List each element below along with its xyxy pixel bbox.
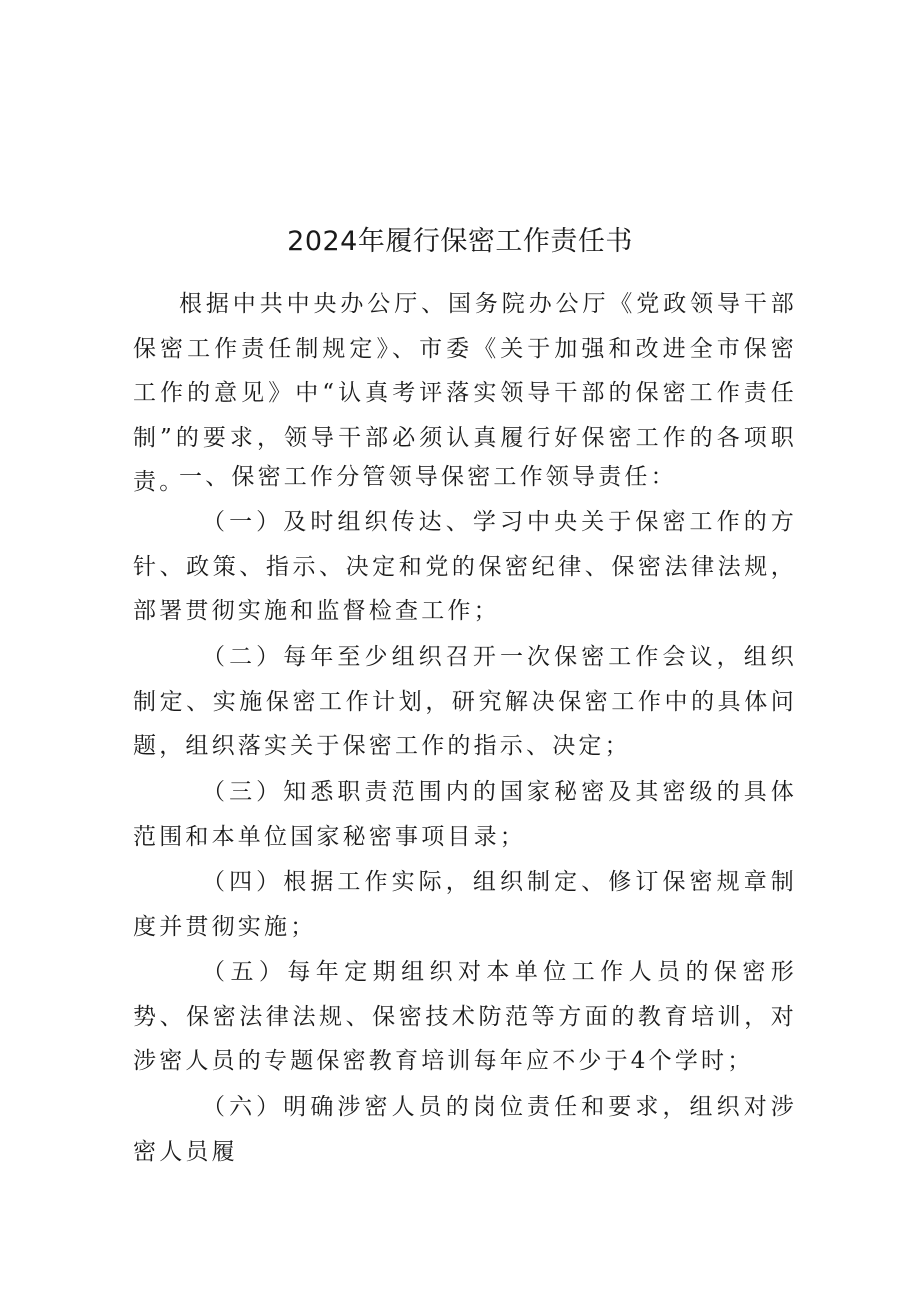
list-item: （六）明确涉密人员的岗位责任和要求，组织对涉密人员履 <box>133 1094 797 1165</box>
section-heading: 一、保密工作分管领导保密工作领导责任： <box>179 464 677 490</box>
list-item: （一）及时组织传达、学习中央关于保密工作的方针、政策、指示、决定和党的保密纪律、保密法律法规，部署贯彻实施和监督检查工作； <box>133 509 797 624</box>
list-item: （二）每年至少组织召开一次保密工作会议，组织制定、实施保密工作计划，研究解决保密工作中的具体问题，组织落实关于保密工作的指示、决定； <box>133 644 797 759</box>
list-item: （五）每年定期组织对本单位工作人员的保密形势、保密法律法规、保密技术防范等方面的教育培训，对涉密人员的专题保密教育培训每年应不少于4个学时； <box>133 959 797 1074</box>
document-title: 2024年履行保密工作责任书 <box>287 226 633 257</box>
intro-paragraph: 根据中共中央办公厅、国务院办公厅《党政领导干部保密工作责任制规定》、市委《关于加强和改进全市保密工作的意见》中“认真考评落实领导干部的保密工作责任制”的要求，领导干部必须认真履行好保密工作的各项职责。 <box>133 291 797 495</box>
list-item: （三）知悉职责范围内的国家秘密及其密级的具体范围和本单位国家秘密事项目录； <box>133 779 797 850</box>
list-item: （四）根据工作实际，组织制定、修订保密规章制度并贯彻实施； <box>133 869 797 940</box>
